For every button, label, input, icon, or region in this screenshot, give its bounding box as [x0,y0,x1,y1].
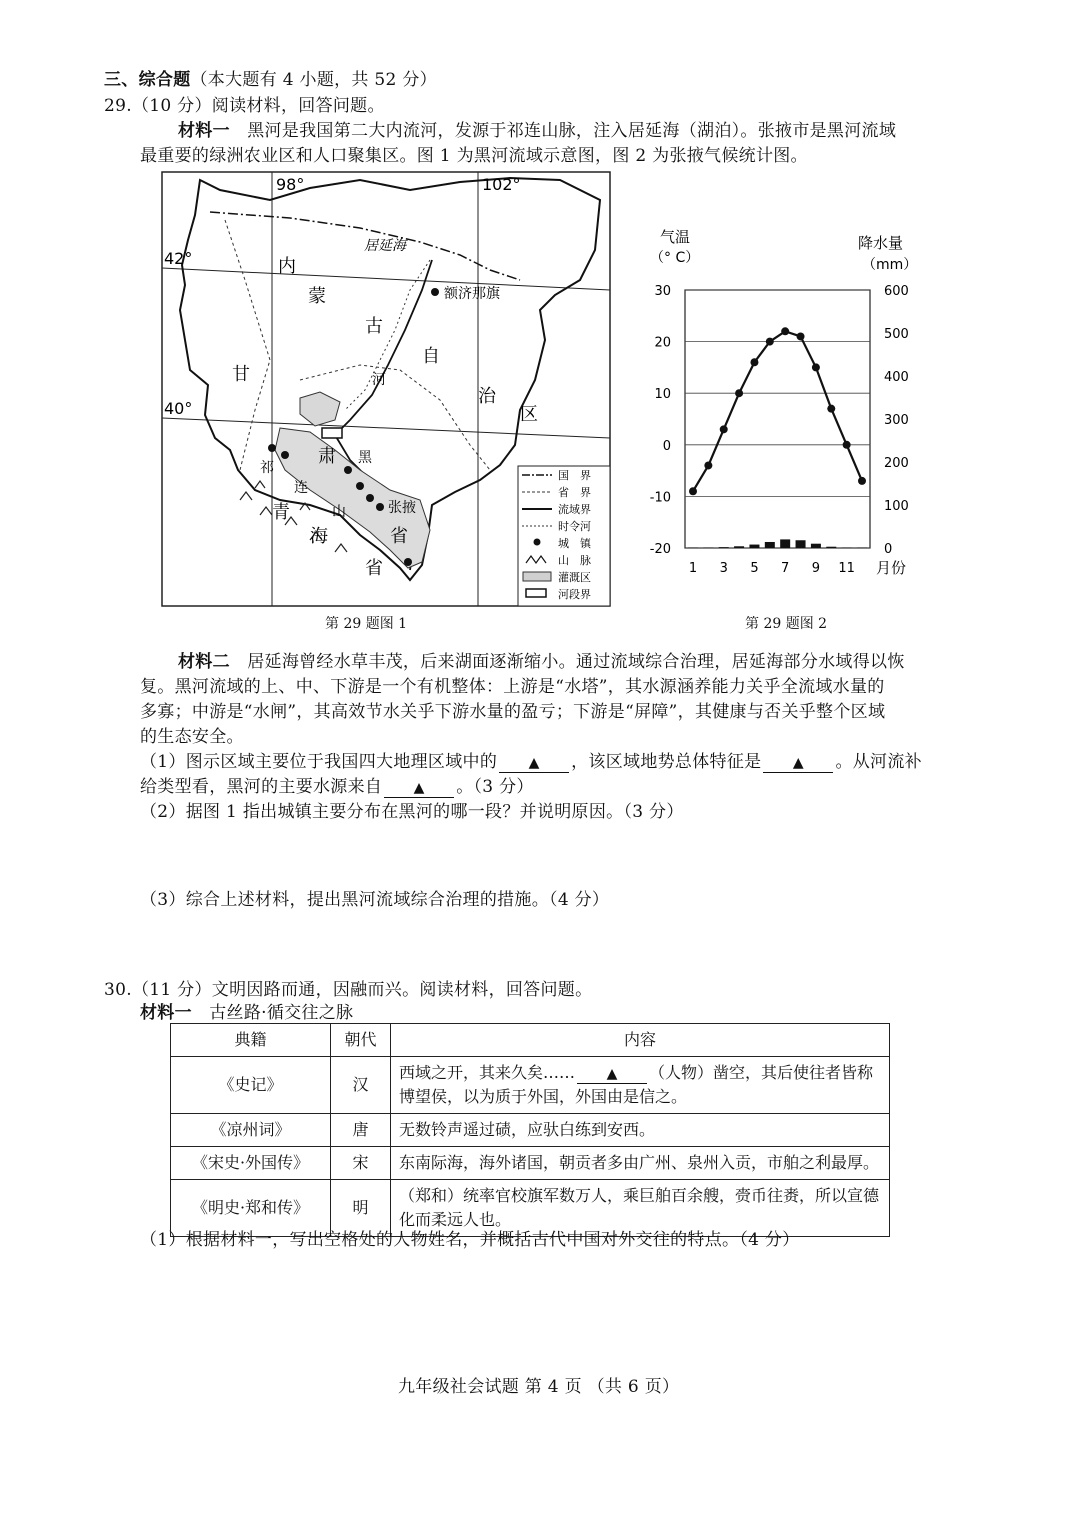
river-char-hei: 黑 [358,450,372,466]
precip-bar [780,539,790,548]
legend-label-6: 灌溉区 [558,571,591,584]
q29-sub1-b: ，该区域地势总体特征是 [571,752,762,772]
region-char-nei: 内 [278,256,296,277]
section-heading [104,68,437,92]
temperature-point [735,389,743,397]
y-left-tick-label: -20 [649,542,671,557]
cell-book: 《宋史·外国传》 [171,1147,331,1180]
x-tick-label: 5 [750,561,759,576]
cell-book: 《明史·郑和传》 [171,1180,331,1237]
page-footer: 九年级社会试题 第 4 页 （共 6 页） [398,1377,680,1397]
y-left-unit: （° C） [650,250,700,266]
x-axis-title: 月份 [876,559,907,577]
q30-sub1: （1）根据材料一，写出空格处的人物姓名，并概括古代中国对外交往的特点。（4 分） [140,1230,800,1250]
irrigation-area-icon [523,572,551,581]
answer-blank-terrain[interactable]: ▲ [763,754,833,773]
cell-dynasty: 唐 [331,1114,391,1147]
map-legend [518,466,610,606]
legend-label-2: 流域界 [558,503,591,516]
town-dot-icon [534,539,541,546]
y-right-unit: （mm） [862,257,918,273]
mountain-char-qi: 祁 [260,460,274,476]
y-right-title: 降水量 [858,234,904,252]
table-row [171,1057,890,1114]
temperature-point [797,332,805,340]
x-tick-label: 9 [811,561,821,576]
legend-label-3: 时令河 [558,520,591,533]
y-left-tick-label: 20 [654,335,671,351]
cell-content: （郑和）统率官校旗军数万人，乘巨舶百余艘，赍币往赉，所以宣德化而柔远人也。 [391,1180,890,1237]
precip-bar [719,547,729,548]
header-book: 典籍 [171,1024,331,1057]
town-zhangye [376,503,384,511]
legend-label-5: 山 脉 [558,554,591,567]
y-right-tick-label: 200 [884,456,909,471]
y-left-tick-label: -10 [649,490,671,506]
temperature-point [812,363,820,371]
place-juyanhai: 居延海 [364,238,406,254]
q29-intro-text: （10 分）阅读材料，回答问题。 [131,96,385,116]
history-table [170,1023,890,1237]
river-section-icon [526,589,546,597]
header-dynasty: 朝代 [331,1024,391,1057]
river-section-box [322,428,342,438]
y-right-tick-label: 0 [884,542,893,557]
temperature-point [827,405,835,413]
town-1 [268,444,276,452]
q29-sub1-line2 [140,775,534,799]
legend-label-7: 河段界 [558,588,591,601]
region-char-hai: 海 [310,526,328,547]
region-char-sheng-qinghai: 省 [365,558,383,579]
answer-blank-water-source[interactable]: ▲ [384,779,454,798]
mountain-char-shan: 山 [332,504,346,520]
region-char-gan: 甘 [232,364,250,385]
cell-book: 《凉州词》 [171,1114,331,1147]
q29-material1-line2: 最重要的绿洲农业区和人口聚集区。图 1 为黑河流域示意图，图 2 为张掖气候统计图。 [140,146,808,166]
precip-bar [811,544,821,548]
temperature-polyline [693,331,862,491]
region-char-zhi: 治 [478,386,496,407]
place-ejina: 额济那旗 [444,286,500,302]
region-char-gu: 古 [365,316,383,337]
q29-material2-label: 材料二 [178,652,230,672]
q29-number: 29. [104,96,132,116]
q29-material2-line2: 复。黑河流域的上、中、下游是一个有机整体：上游是“水塔”，其水源涵养能力关乎全流域水量的 [140,677,885,697]
legend-label-1: 省 界 [558,486,591,499]
q30-intro [104,978,592,1002]
region-char-qu: 区 [520,404,538,425]
region-char-zi: 自 [422,346,440,367]
y-right-tick-label: 400 [884,370,909,385]
chart-grid [685,290,870,548]
y-right-tick-label: 500 [884,327,909,342]
q30-material1-label: 材料一 [140,1003,192,1023]
cell-dynasty: 汉 [331,1057,391,1114]
q29-material2-line1 [178,650,905,674]
q29-intro [104,94,385,118]
q30-material1-title: 古丝路·循交往之脉 [209,1003,354,1023]
temperature-point [858,477,866,485]
q29-sub1-e: 。（3 分） [456,777,534,797]
temperature-point [689,487,697,495]
y-right-tick-label: 600 [884,284,909,299]
y-left-title: 气温 [660,228,691,246]
q29-material2-text1: 居延海曾经水草丰茂，后来湖面逐渐缩小。通过流域综合治理，居延海部分水域得以恢 [247,652,905,672]
region-char-sheng-gansu: 省 [390,526,408,547]
temperature-point [704,461,712,469]
town-5 [366,494,374,502]
town-4 [356,482,364,490]
precip-bar [826,547,836,548]
q29-material1-text1: 黑河是我国第二大内流河，发源于祁连山脉，注入居延海（湖泊）。张掖市是黑河流域 [247,121,897,141]
temperature-point [720,425,728,433]
cell-content: 东南际海，海外诸国，朝贡者多由广州、泉州入贡，市舶之利最厚。 [391,1147,890,1180]
town-3 [344,466,352,474]
y-left-tick-label: 10 [654,387,671,403]
content-part-b: （人物）凿空，其后使往者皆称博望侯，以为质于外国，外国由是信之。 [399,1063,874,1106]
answer-blank-person[interactable]: ▲ [577,1065,647,1084]
zhangye-climate-chart [640,222,930,587]
region-char-qing: 青 [272,502,290,523]
y-left-tick-label: 30 [654,284,671,299]
section-note: （本大题有 4 小题，共 52 分） [190,70,437,90]
precipitation-bars [688,539,867,548]
town-6 [404,558,412,566]
q30-number: 30. [104,980,132,1000]
fig2-caption: 第 29 题图 2 [745,616,828,632]
y-left-tick-label: 0 [662,438,671,454]
y-right-tick-label: 300 [884,413,909,428]
q29-sub2: （2）据图 1 指出城镇主要分布在黑河的哪一段？并说明原因。（3 分） [140,802,684,822]
mountain-char-lian: 连 [294,480,308,496]
y-right-tick-label: 100 [884,499,909,514]
temperature-point [843,441,851,449]
region-char-su: 肃 [318,446,336,467]
legend-label-0: 国 界 [558,469,591,482]
q29-material1-label: 材料一 [178,121,230,141]
fig1-caption: 第 29 题图 1 [325,616,408,632]
precip-bar [765,542,775,548]
temperature-point [781,327,789,335]
content-part-a: 西域之开，其来久矣…… [399,1063,576,1082]
q29-sub1-c: 。从河流补 [835,752,922,772]
table-header-row [171,1024,890,1057]
cell-dynasty: 宋 [331,1147,391,1180]
q29-material2-line3: 多寡；中游是“水闸”，其高效节水关乎下游水量的盈亏；下游是“屏障”，其健康与否关乎整个区域 [140,702,886,722]
town-ejina [431,288,439,296]
temperature-point [750,358,758,366]
lon-label-102: 102° [482,175,521,194]
river-char-he: 河 [372,372,386,388]
q30-intro-text: （11 分）文明因路而通，因融而兴。阅读材料，回答问题。 [131,980,593,1000]
header-content: 内容 [391,1024,890,1057]
x-tick-label: 11 [838,561,855,576]
legend-label-4: 城 镇 [558,537,591,550]
answer-blank-region[interactable]: ▲ [499,754,569,773]
table-row [171,1147,890,1180]
q29-material2-line4: 的生态安全。 [140,727,244,747]
table-row [171,1114,890,1147]
region-char-meng: 蒙 [308,286,326,307]
precip-bar [734,546,744,548]
cell-content [391,1057,890,1114]
temperature-point [766,338,774,346]
precip-bar [796,540,806,548]
plot-frame [685,290,870,548]
heihe-basin-map [160,170,612,608]
q29-sub1-d: 给类型看，黑河的主要水源来自 [140,777,383,797]
x-tick-label: 1 [688,561,698,576]
q29-material1-line1 [178,119,896,143]
lon-label-98: 98° [276,175,305,194]
section-title: 三、综合题 [104,70,191,90]
x-tick-label: 7 [781,561,790,576]
x-tick-label: 3 [719,561,728,576]
q30-material1 [140,1001,353,1025]
cell-dynasty: 明 [331,1180,391,1237]
q29-sub1-line1 [140,750,922,774]
cell-content: 无数铃声遥过碛，应驮白练到安西。 [391,1114,890,1147]
cell-book: 《史记》 [171,1057,331,1114]
lat-label-42: 42° [164,249,193,268]
town-2 [281,451,289,459]
place-zhangye: 张掖 [388,500,416,516]
q29-sub3: （3）综合上述材料，提出黑河流域综合治理的措施。（4 分） [140,890,610,910]
temperature-line [689,327,866,495]
lat-label-40: 40° [164,399,193,418]
precip-bar [749,545,759,548]
q29-sub1-a: （1）图示区域主要位于我国四大地理区域中的 [140,752,498,772]
